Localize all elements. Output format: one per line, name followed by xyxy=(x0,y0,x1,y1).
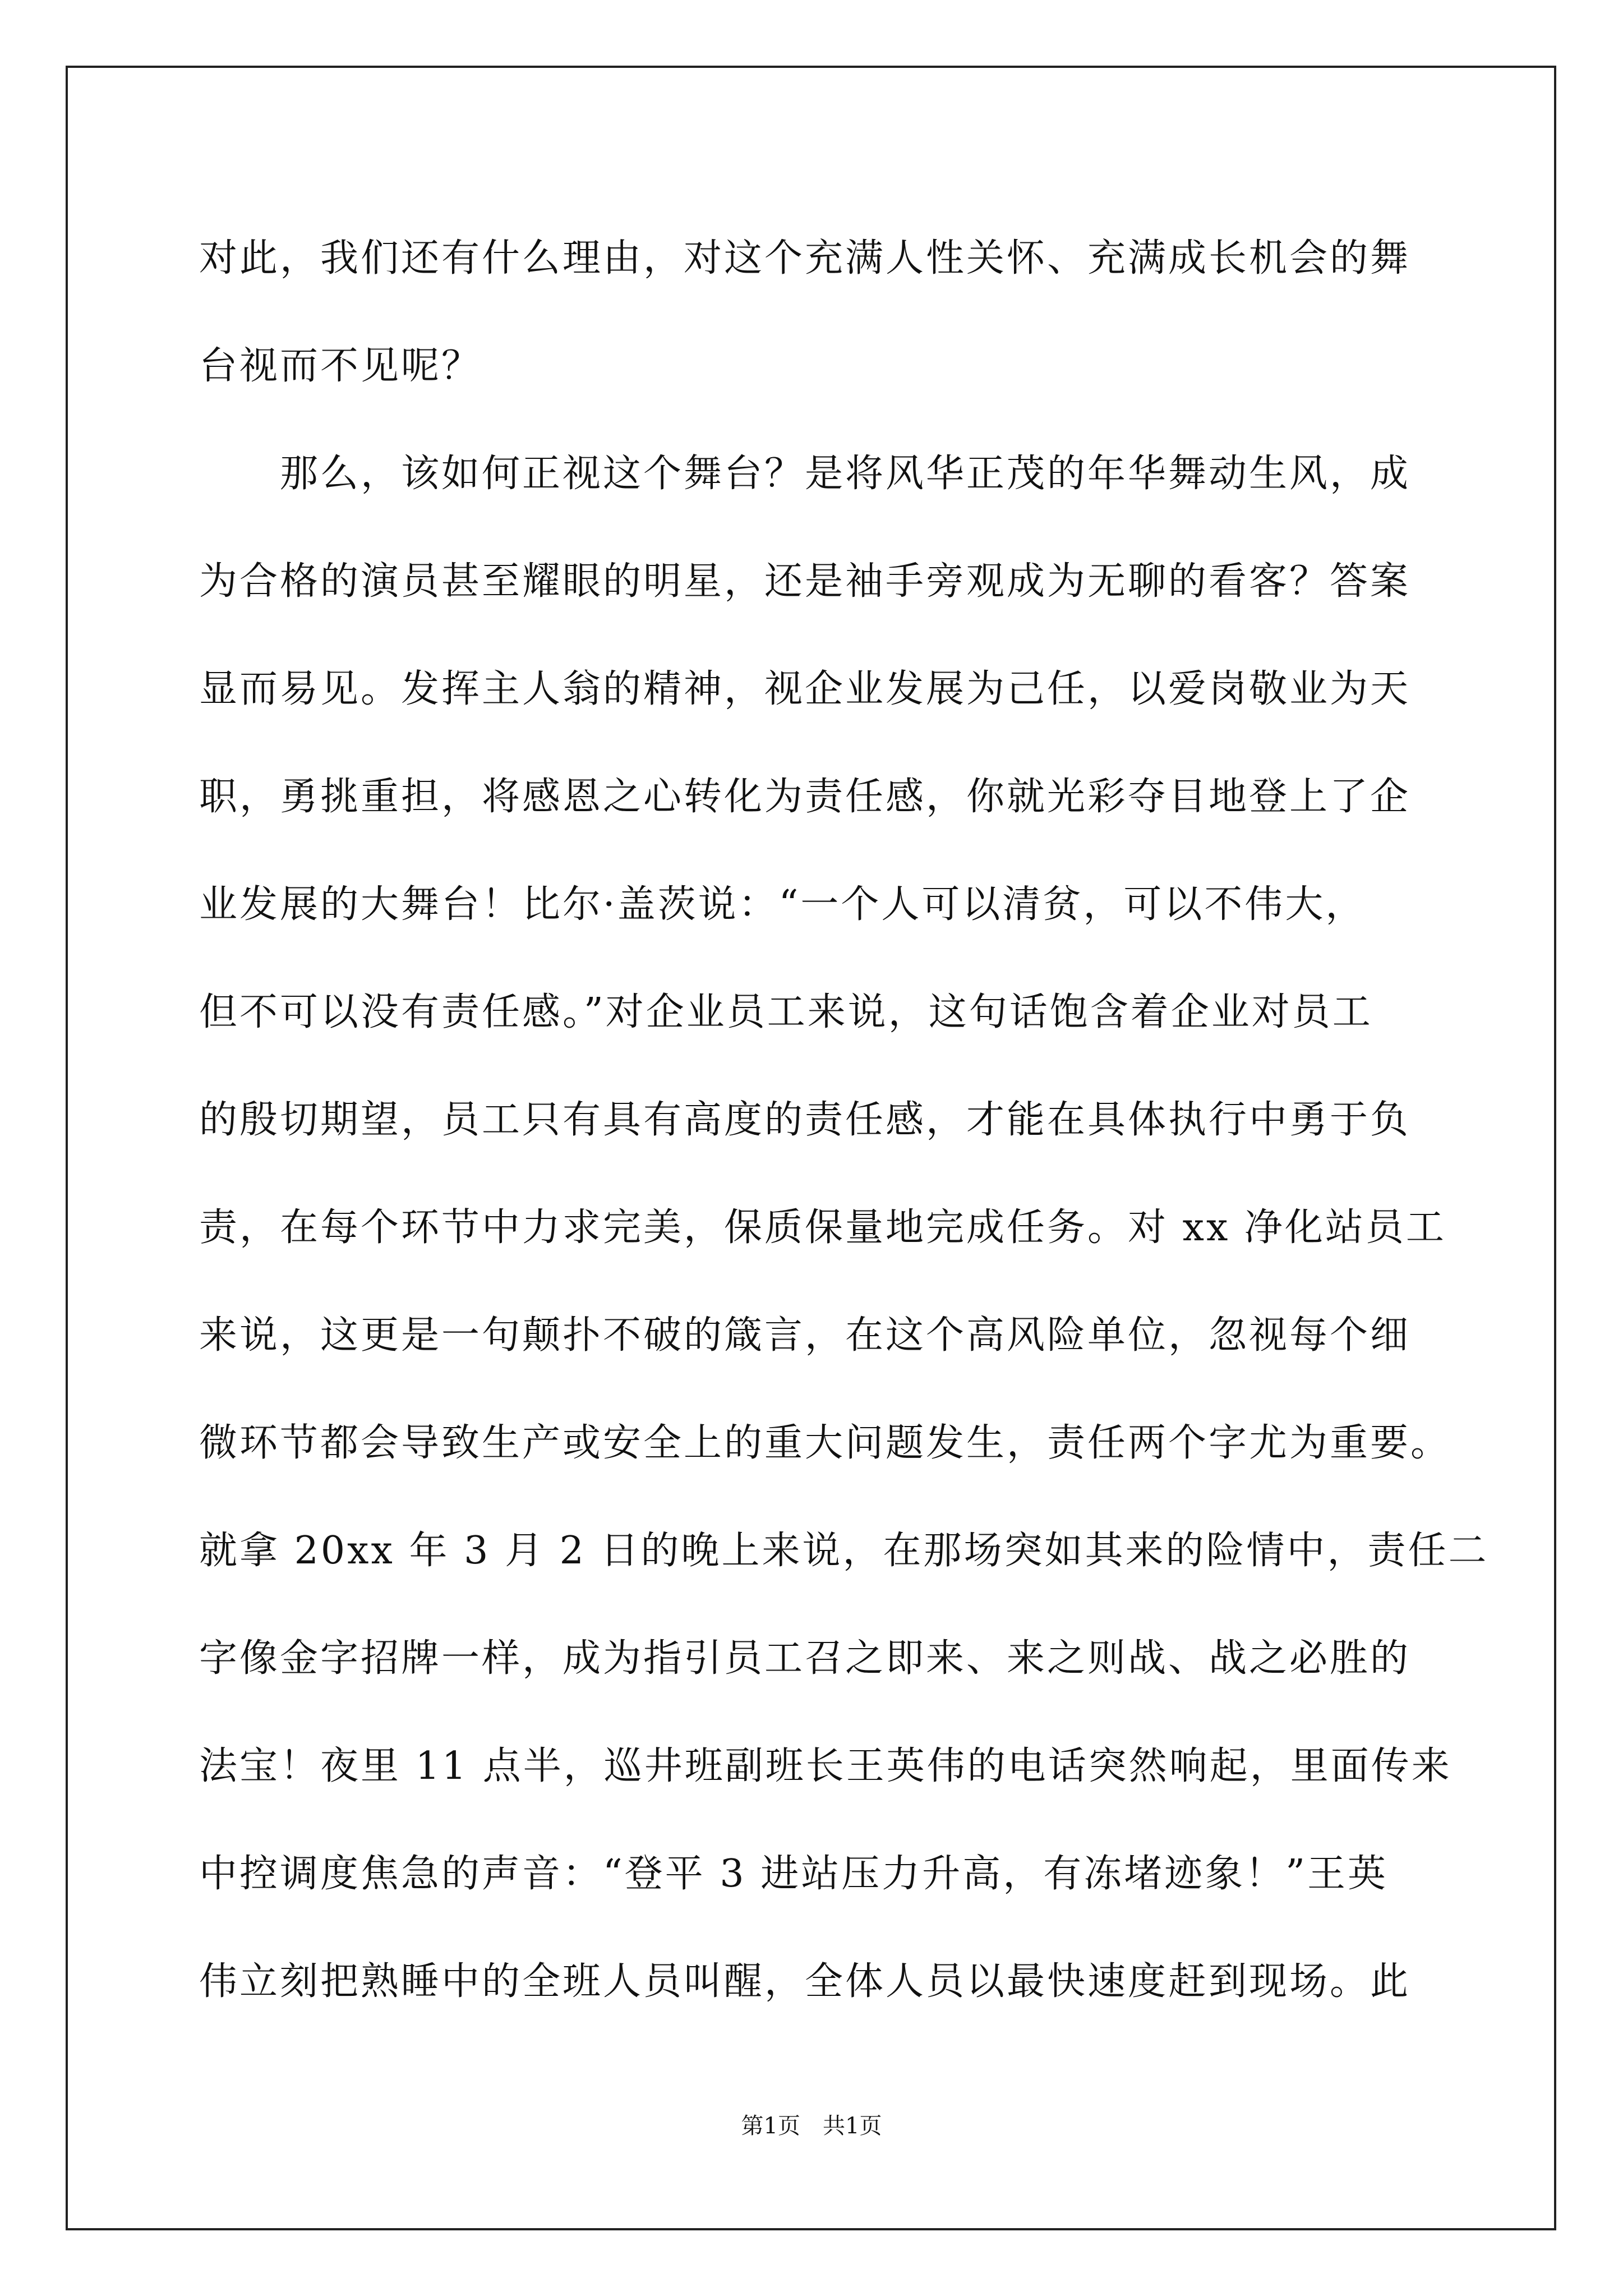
text-line: 职，勇挑重担，将感恩之心转化为责任感，你就光彩夺目地登上了企 xyxy=(199,775,1411,819)
text-line: 责，在每个环节中力求完美，保质保量地完成任务。对 xx 净化站员工 xyxy=(199,1205,1446,1250)
text-line: 字像金字招牌一样，成为指引员工召之即来、来之则战、战之必胜的 xyxy=(199,1636,1411,1681)
text-line: 伟立刻把熟睡中的全班人员叫醒，全体人员以最快速度赶到现场。此 xyxy=(199,1959,1411,2004)
text-line: 来说，这更是一句颠扑不破的箴言，在这个高风险单位，忽视每个细 xyxy=(199,1313,1411,1358)
text-line: 显而易见。发挥主人翁的精神，视企业发展为己任，以爱岗敬业为天 xyxy=(199,667,1411,711)
text-line: 的殷切期望，员工只有具有高度的责任感，才能在具体执行中勇于负 xyxy=(199,1098,1411,1142)
text-line: 微环节都会导致生产或安全上的重大问题发生，责任两个字尤为重要。 xyxy=(199,1421,1451,1465)
text-line: 对此，我们还有什么理由，对这个充满人性关怀、充满成长机会的舞 xyxy=(199,236,1411,280)
document-body xyxy=(199,205,1489,2036)
text-line: 为合格的演员甚至耀眼的明星，还是袖手旁观成为无聊的看客？答案 xyxy=(199,559,1411,604)
page-number-label: 第1页 共1页 xyxy=(741,2113,882,2139)
text-line: 那么，该如何正视这个舞台？是将风华正茂的年华舞动生风，成 xyxy=(199,452,1411,496)
text-line: 法宝！夜里 11 点半，巡井班副班长王英伟的电话突然响起，里面传来 xyxy=(199,1744,1452,1788)
text-line: 中控调度焦急的声音：“登平 3 进站压力升高，有冻堵迹象！”王英 xyxy=(199,1852,1389,1896)
text-line: 业发展的大舞台！比尔·盖茨说：“一个人可以清贫，可以不伟大， xyxy=(199,882,1366,927)
text-line: 就拿 20xx 年 3 月 2 日的晚上来说，在那场突如其来的险情中，责任二 xyxy=(199,1529,1489,1573)
page-footer xyxy=(0,2109,1623,2143)
text-line: 台视而不见呢？ xyxy=(199,344,482,388)
text-line: 但不可以没有责任感。”对企业员工来说，这句话饱含着企业对员工 xyxy=(199,990,1373,1034)
